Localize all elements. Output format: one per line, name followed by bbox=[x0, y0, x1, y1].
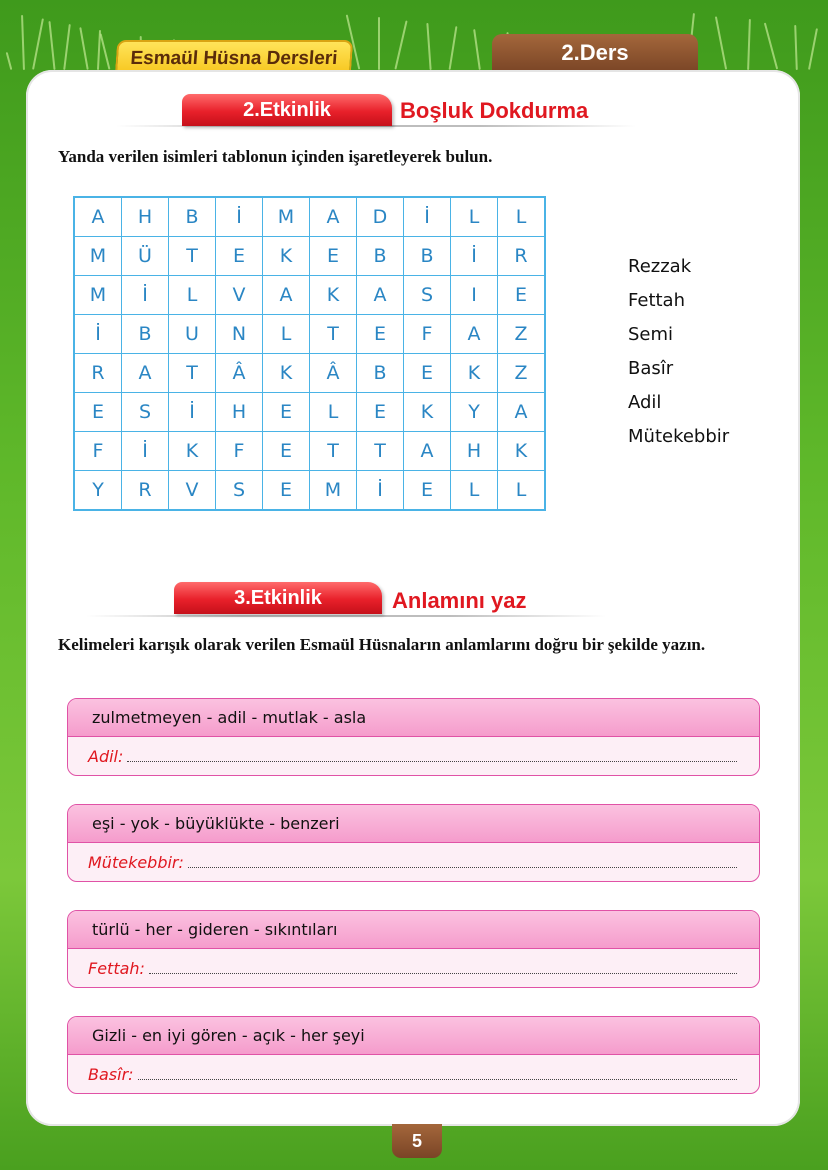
grid-cell[interactable]: E bbox=[357, 315, 404, 354]
grid-cell[interactable]: V bbox=[216, 276, 263, 315]
word-search-grid bbox=[73, 196, 546, 511]
grid-cell[interactable]: E bbox=[404, 354, 451, 393]
grid-cell[interactable]: E bbox=[498, 276, 546, 315]
grid-cell[interactable]: B bbox=[357, 354, 404, 393]
grid-cell[interactable]: T bbox=[357, 432, 404, 471]
grass-blade bbox=[6, 52, 13, 70]
answer-line[interactable] bbox=[127, 751, 737, 762]
grid-row bbox=[74, 315, 545, 354]
grid-row bbox=[74, 197, 545, 237]
grid-cell[interactable]: M bbox=[74, 276, 122, 315]
grid-cell[interactable]: F bbox=[404, 315, 451, 354]
activity2-tab: 2.Etkinlik bbox=[182, 94, 392, 126]
grid-cell[interactable]: İ bbox=[404, 197, 451, 237]
grid-cell[interactable]: A bbox=[404, 432, 451, 471]
grid-cell[interactable]: İ bbox=[169, 393, 216, 432]
grass-blade bbox=[808, 28, 818, 70]
grass-blade bbox=[715, 16, 727, 69]
name-item: Adil bbox=[628, 392, 662, 413]
answer-line[interactable] bbox=[138, 1069, 737, 1080]
grid-cell[interactable]: R bbox=[74, 354, 122, 393]
grid-cell[interactable]: L bbox=[310, 393, 357, 432]
grid-cell[interactable]: İ bbox=[74, 315, 122, 354]
name-item: Basîr bbox=[628, 358, 674, 379]
grid-cell[interactable]: B bbox=[357, 237, 404, 276]
answer-row[interactable] bbox=[68, 949, 759, 987]
grass-blade bbox=[794, 25, 798, 70]
grid-cell[interactable]: R bbox=[122, 471, 169, 511]
grass-blade bbox=[48, 21, 55, 70]
grid-cell[interactable]: E bbox=[263, 393, 310, 432]
grid-cell[interactable]: L bbox=[498, 471, 546, 511]
grass-blade bbox=[79, 27, 88, 70]
grid-cell[interactable]: R bbox=[498, 237, 546, 276]
grid-cell[interactable]: A bbox=[310, 197, 357, 237]
section-divider bbox=[86, 615, 606, 617]
grid-cell[interactable]: Â bbox=[310, 354, 357, 393]
grid-cell[interactable]: A bbox=[498, 393, 546, 432]
grid-cell[interactable]: E bbox=[310, 237, 357, 276]
grass-blade bbox=[63, 24, 71, 70]
grid-cell[interactable]: H bbox=[216, 393, 263, 432]
grid-cell[interactable]: B bbox=[122, 315, 169, 354]
grid-row bbox=[74, 237, 545, 276]
question-box bbox=[67, 1016, 760, 1094]
grid-row bbox=[74, 393, 545, 432]
grid-cell[interactable]: Â bbox=[216, 354, 263, 393]
answer-line[interactable] bbox=[188, 857, 737, 868]
grid-cell[interactable]: F bbox=[74, 432, 122, 471]
grid-cell[interactable]: L bbox=[451, 471, 498, 511]
grid-cell[interactable]: Y bbox=[74, 471, 122, 511]
grid-cell[interactable]: M bbox=[310, 471, 357, 511]
grid-cell[interactable]: E bbox=[216, 237, 263, 276]
name-item: Semi bbox=[628, 324, 674, 345]
grid-cell[interactable]: Y bbox=[451, 393, 498, 432]
grid-cell[interactable]: İ bbox=[357, 471, 404, 511]
grass-blade bbox=[764, 23, 778, 70]
grass-blade bbox=[473, 29, 481, 70]
grid-cell[interactable]: A bbox=[357, 276, 404, 315]
grid-cell[interactable]: Z bbox=[498, 354, 546, 393]
answer-row[interactable] bbox=[68, 843, 759, 881]
grid-cell[interactable]: K bbox=[263, 354, 310, 393]
grass-blade bbox=[378, 17, 380, 70]
answer-label: Mütekebbir: bbox=[88, 852, 184, 872]
grid-cell[interactable]: I bbox=[451, 276, 498, 315]
grid-cell[interactable]: N bbox=[216, 315, 263, 354]
grid-cell[interactable]: K bbox=[498, 432, 546, 471]
grid-cell[interactable]: A bbox=[263, 276, 310, 315]
grid-cell[interactable]: E bbox=[263, 432, 310, 471]
scrambled-words: zulmetmeyen - adil - mutlak - asla bbox=[68, 699, 759, 737]
grid-cell[interactable]: E bbox=[74, 393, 122, 432]
grid-cell[interactable]: H bbox=[122, 197, 169, 237]
grid-cell[interactable]: E bbox=[404, 471, 451, 511]
grid-cell[interactable]: L bbox=[263, 315, 310, 354]
grid-cell[interactable]: İ bbox=[122, 432, 169, 471]
grid-cell[interactable]: E bbox=[357, 393, 404, 432]
grid-cell[interactable]: Ü bbox=[122, 237, 169, 276]
grid-cell[interactable]: A bbox=[122, 354, 169, 393]
grid-row bbox=[74, 276, 545, 315]
question-box bbox=[67, 698, 760, 776]
grid-cell[interactable]: T bbox=[169, 237, 216, 276]
grid-cell[interactable]: K bbox=[451, 354, 498, 393]
book-title-tab: Esmaül Hüsna Dersleri bbox=[115, 40, 354, 76]
grass-blade bbox=[449, 26, 458, 70]
grid-cell[interactable]: B bbox=[404, 237, 451, 276]
grid-row bbox=[74, 432, 545, 471]
grid-row bbox=[74, 471, 545, 511]
names-list bbox=[628, 254, 729, 458]
activity2-instruction: Yanda verilen isimleri tablonun içinden işaretleyerek bulun. bbox=[58, 147, 493, 166]
activity3-instruction: Kelimeleri karışık olarak verilen Esmaül Hüsnaların anlamlarını doğru bir şekilde yazın. bbox=[58, 635, 706, 654]
grid-cell[interactable]: Z bbox=[498, 315, 546, 354]
grid-cell[interactable]: A bbox=[74, 197, 122, 237]
grid-cell[interactable]: T bbox=[169, 354, 216, 393]
activity2-title: Boşluk Dokdurma bbox=[400, 98, 589, 123]
answer-row[interactable] bbox=[68, 1055, 759, 1093]
grid-cell[interactable]: K bbox=[404, 393, 451, 432]
question-box bbox=[67, 910, 760, 988]
page-number: 5 bbox=[392, 1124, 442, 1158]
name-item: Rezzak bbox=[628, 256, 692, 277]
answer-line[interactable] bbox=[149, 963, 737, 974]
scrambled-words: Gizli - en iyi gören - açık - her şeyi bbox=[68, 1017, 759, 1055]
grid-cell[interactable]: L bbox=[498, 197, 546, 237]
grid-cell[interactable]: T bbox=[310, 432, 357, 471]
grid-cell[interactable]: B bbox=[169, 197, 216, 237]
grid-cell[interactable]: H bbox=[451, 432, 498, 471]
grid-cell[interactable]: D bbox=[357, 197, 404, 237]
scrambled-words: türlü - her - gideren - sıkıntıları bbox=[68, 911, 759, 949]
grass-blade bbox=[394, 20, 407, 69]
grid-cell[interactable]: T bbox=[310, 315, 357, 354]
grid-row bbox=[74, 354, 545, 393]
question-box bbox=[67, 804, 760, 882]
grid-cell[interactable]: M bbox=[263, 197, 310, 237]
grid-cell[interactable]: A bbox=[451, 315, 498, 354]
activity3-tab: 3.Etkinlik bbox=[174, 582, 382, 614]
grid-cell[interactable]: U bbox=[169, 315, 216, 354]
answer-label: Basîr: bbox=[88, 1064, 134, 1084]
grass-blade bbox=[100, 33, 111, 69]
answer-row[interactable] bbox=[68, 737, 759, 775]
grid-cell[interactable]: L bbox=[451, 197, 498, 237]
grid-cell[interactable]: İ bbox=[122, 276, 169, 315]
grid-cell[interactable]: İ bbox=[216, 197, 263, 237]
grid-cell[interactable]: S bbox=[404, 276, 451, 315]
grid-cell[interactable]: E bbox=[263, 471, 310, 511]
grass-blade bbox=[32, 18, 44, 69]
grass-blade bbox=[747, 19, 751, 70]
grid-cell[interactable]: V bbox=[169, 471, 216, 511]
grid-cell[interactable]: L bbox=[169, 276, 216, 315]
activity3-title: Anlamını yaz bbox=[392, 588, 527, 613]
name-item: Fettah bbox=[628, 290, 685, 311]
grid-cell[interactable]: K bbox=[263, 237, 310, 276]
scrambled-words: eşi - yok - büyüklükte - benzeri bbox=[68, 805, 759, 843]
answer-label: Adil: bbox=[88, 746, 124, 766]
name-item: Mütekebbir bbox=[628, 426, 730, 447]
lesson-tab: 2.Ders bbox=[492, 34, 698, 72]
grid-cell[interactable]: F bbox=[216, 432, 263, 471]
grid-cell[interactable]: S bbox=[216, 471, 263, 511]
answer-label: Fettah: bbox=[88, 958, 145, 978]
grid-cell[interactable]: K bbox=[169, 432, 216, 471]
grass-blade bbox=[426, 23, 431, 70]
grid-cell[interactable]: S bbox=[122, 393, 169, 432]
grid-cell[interactable]: İ bbox=[451, 237, 498, 276]
grass-blade bbox=[21, 15, 25, 70]
grid-cell[interactable]: K bbox=[310, 276, 357, 315]
grid-cell[interactable]: M bbox=[74, 237, 122, 276]
